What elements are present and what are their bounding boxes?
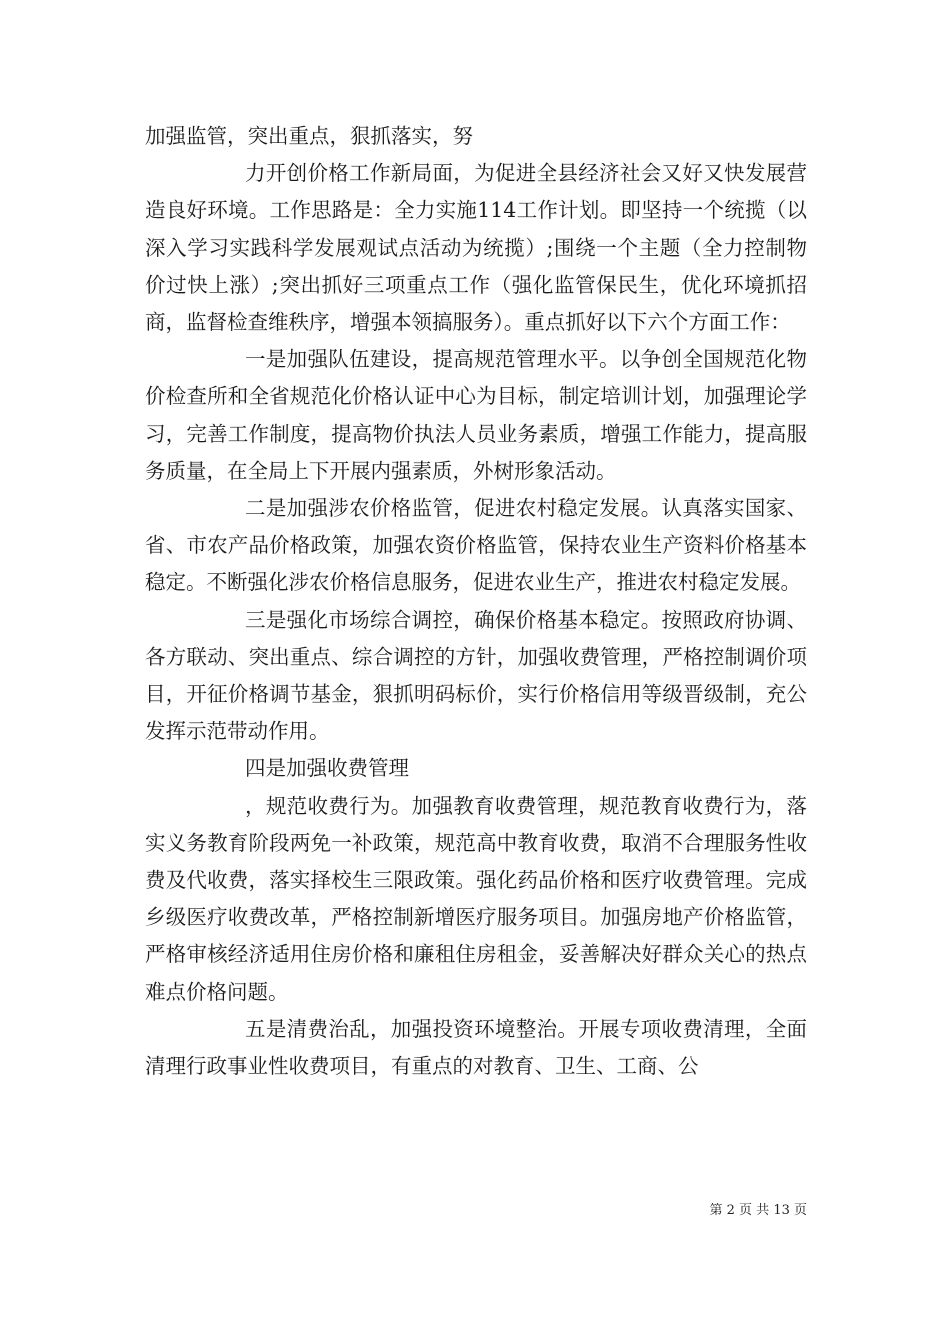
paragraph-5: 三是强化市场综合调控，确保价格基本稳定。按照政府协调、各方联动、突出重点、综合调控的方针，加强收费管理，严格控制调价项目，开征价格调节基金，狠抓明码标价，实行价格信用等级晋级制，充公发挥示范带动作用。 [145,607,807,744]
paragraph-7: ，规范收费行为。加强教育收费管理，规范教育收费行为，落实义务教育阶段两免一补政策，规范高中教育收费，取消不合理服务性收费及代收费，落实择校生三限政策。强化药品价格和医疗收费管理。完成乡级医疗收费改革，严格控制新增医疗服务项目。加强房地产价格监管，严格审核经济适用住房价格和廉租住房租金，妥善解决好群众关心的热点难点价格问题。 [145,793,807,1004]
paragraph-2: 力开创价格工作新局面，为促进全县经济社会又好又快发展营造良好环境。工作思路是：全力实施114工作计划。即坚持一个统揽（以深入学习实践科学发展观试点活动为统揽）;围绕一个主题（全力控制物价过快上涨）;突出抓好三项重点工作（强化监管保民生，优化环境抓招商，监督检查维秩序，增强本领搞服务）。重点抓好以下六个方面工作： [145,161,807,335]
document-body [145,118,807,1085]
paragraph-8: 五是清费治乱，加强投资环境整治。开展专项收费清理，全面清理行政事业性收费项目，有重点的对教育、卫生、工商、公 [145,1016,807,1079]
paragraph-1: 加强监管，突出重点，狠抓落实，努 [145,124,473,148]
paragraph-3: 一是加强队伍建设，提高规范管理水平。以争创全国规范化物价检查所和全省规范化价格认证中心为目标，制定培训计划，加强理论学习，完善工作制度，提高物价执法人员业务素质，增强工作能力，提高服务质量，在全局上下开展内强素质，外树形象活动。 [145,347,807,483]
paragraph-6: 四是加强收费管理 [245,756,409,781]
page-number-footer: 第 2 页 共 13 页 [709,1203,807,1218]
paragraph-4: 二是加强涉农价格监管，促进农村稳定发展。认真落实国家、省、市农产品价格政策，加强农资价格监管，保持农业生产资料价格基本稳定。不断强化涉农价格信息服务，促进农业生产，推进农村稳定发展。 [145,496,807,595]
